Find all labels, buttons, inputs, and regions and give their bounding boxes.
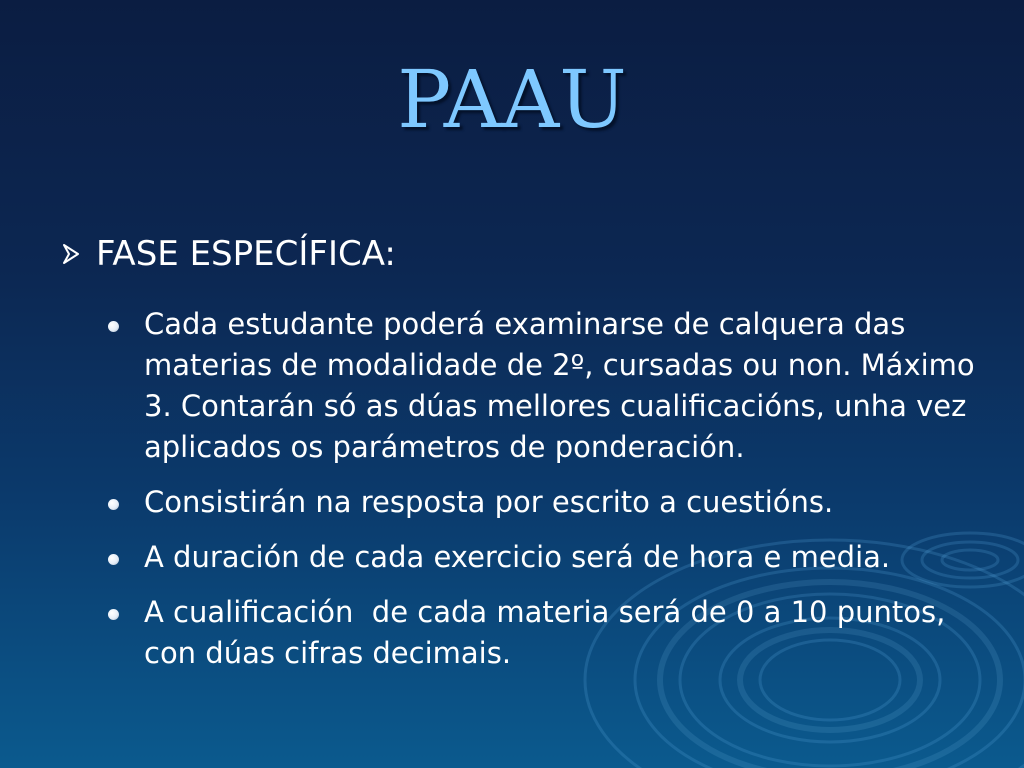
list-item — [108, 304, 998, 468]
list-item — [108, 482, 998, 523]
list-item — [108, 592, 998, 674]
section-heading-text: FASE ESPECÍFICA: — [96, 234, 396, 274]
list-item-text: A duración de cada exercicio será de hora e media. — [144, 540, 891, 574]
list-item — [108, 537, 998, 578]
list-item-text: Cada estudante poderá examinarse de calquera das materias de modalidade de 2º, cursadas ou non. Máximo 3. Contarán só as dúas mellores cualificacións, unha vez aplicados os parámetros de ponderación. — [144, 307, 984, 464]
section-heading — [60, 232, 396, 276]
arrow-bullet-icon — [60, 242, 82, 266]
bullet-list — [108, 304, 998, 688]
round-bullet-icon — [108, 499, 119, 510]
round-bullet-icon — [108, 321, 119, 332]
list-item-text: A cualificación de cada materia será de 0 a 10 puntos, con dúas cifras decimais. — [144, 595, 955, 670]
slide-title: PAAU — [397, 53, 627, 146]
round-bullet-icon — [108, 554, 119, 565]
round-bullet-icon — [108, 609, 119, 620]
list-item-text: Consistirán na resposta por escrito a cuestións. — [144, 485, 834, 519]
